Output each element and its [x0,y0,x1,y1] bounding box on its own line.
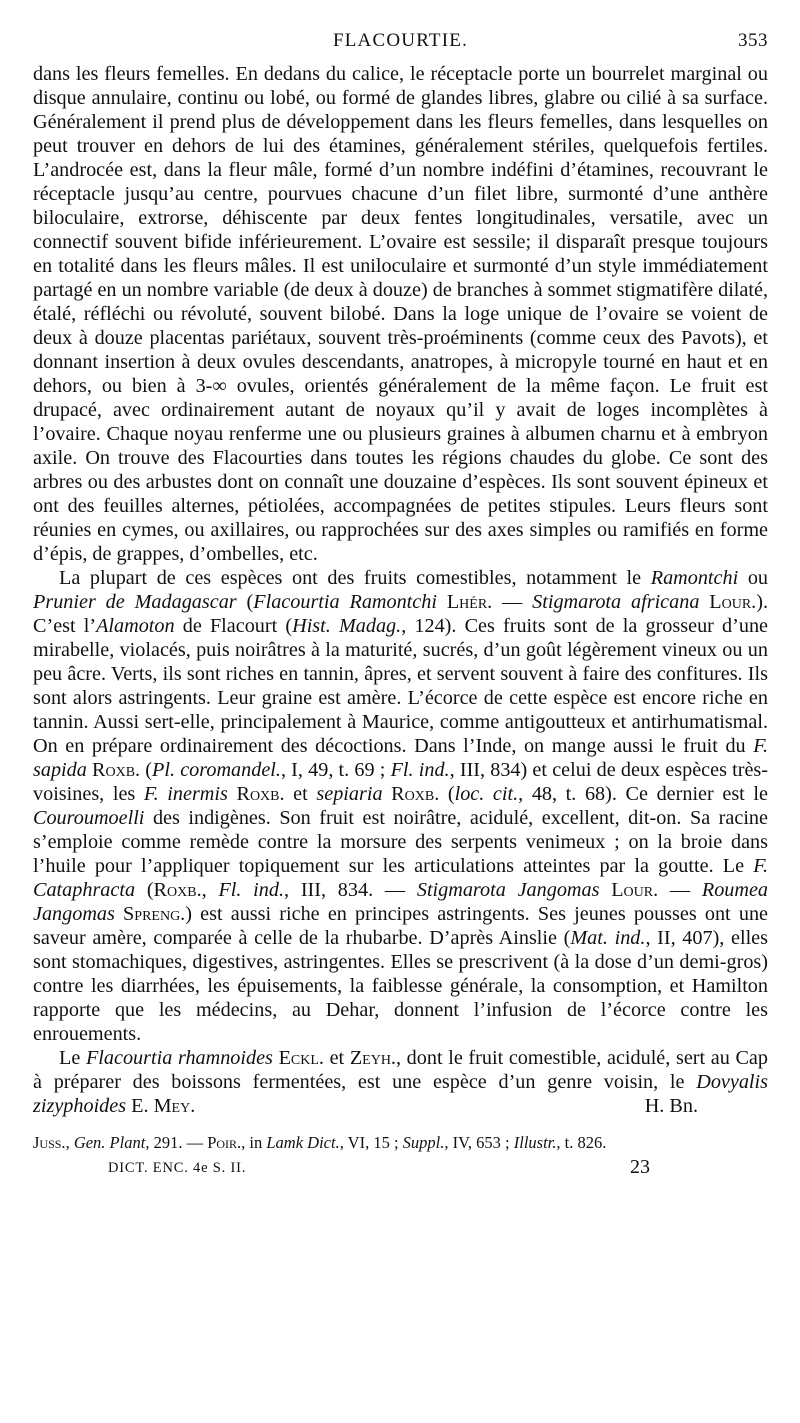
text-run: Roxb. [86,759,141,781]
text-run: Fl. ind. [218,879,285,901]
running-head [33,26,768,62]
text-run: Stigmarota africana [532,591,700,613]
text-run: ou [738,567,768,589]
text-run: et [284,783,317,805]
paragraph-1 [33,62,768,566]
text-run: , 124). Ces fruits sont de la grosseur d’une mirabelle, violacés, puis noirâtres à la maturité, sucrés, d’un goût légèrement vineux ou un peu âcre. Verts, ils sont riches en tannin, âpres, et servent souvent à faire des confitures. Ils sont alors astringents. Leur graine est amère. L’écorce de cette espèce est encore riche en tannin. Aussi sert-elle, principalement à Maurice, comme antigoutteux et antirhumatismal. On en prépare ordinairement des décoctions. Dans l’Inde, on mange aussi le fruit du [33,615,768,757]
text-run: Couroumoelli [33,807,145,829]
text-run: , 48, t. 68). Ce dernier est le [518,783,768,805]
sheet-number: 23 [630,1156,650,1178]
text-run: Flacourtia Ramontchi [253,591,437,613]
text-run: Alamoton [96,615,175,637]
footnote-run: , t. 826. [556,1133,607,1152]
text-run: ). C’est l’ [33,591,769,637]
text-run: ( [236,591,254,613]
text-run: ( [439,783,455,805]
page-title: FLACOURTIE. [332,30,469,51]
paragraph-2 [33,566,768,1046]
text-run: Dovyalis zizyphoides [33,1071,768,1117]
text-run: loc. cit. [454,783,519,805]
text-run: Zeyh. [349,1047,396,1069]
text-run: Fl. ind. [390,759,450,781]
text-run: Roxb. [153,879,202,901]
text-run: ( [135,879,154,901]
text-run: F. inermis [143,783,228,805]
footnote-run: Gen. Plant [73,1133,146,1152]
text-run: Stigmarota Jangomas [416,879,600,901]
text-run: E. [126,1095,154,1117]
signature-mark: DICT. ENC. 4e S. II. [108,1160,247,1176]
footnote-run: , [65,1133,74,1152]
text-run: Le [59,1047,86,1069]
text-run: dans les fleurs femelles. En dedans du calice, le réceptacle porte un bourrelet marginal ou disque annulaire, continu ou lobé, ou formé de glandes libres, glabre ou cilié à sa surface. Généralement il prend plus de développement dans les fleurs femelles, dans lesquelles on peut trouver en dehors de lui des étamines, généralement stériles, quelquefois fertiles. L’androcée est, dans la fleur mâle, formé d’un nombre indéfini d’étamines, recouvrant le réceptacle jusqu’au centre, pourvues chacune d’un filet libre, surmonté d’une anthère biloculaire, extrorse, déhiscente par deux fentes longitudinales, versatile, avec un connectif souvent bifide inférieurement. L’ovaire est sessile; il disparaît presque toujours en totalité dans les fleurs mâles. Il est uniloculaire et surmonté d’un style immédiatement partagé en un nombre variable (de deux à douze) de branches à sommet stigmatifère dilaté, étalé, réfléchi ou révoluté, souvent bilobé. Dans la loge unique de l’ovaire se voient de deux à douze placentas pariétaux, souvent très-proéminents (comme ceux des Pavots), et donnant insertion à deux ovules descendants, anatropes, à micropyle tourné en haut et en dehors, ou bien à 3-∞ ovules, orientés généralement de la même façon. Le fruit est drupacé, avec ordinairement autant de noyaux qu’il y avait de loges incomplètes à l’ovaire. Chaque noyau renferme une ou plusieurs graines à albumen charnu et à embryon axile. On trouve des Flacourties dans toutes les régions chaudes du globe. Ce sont des arbres ou des arbustes dont on connaît une douzaine d’espèces. Ils sont souvent épineux et ont des feuilles alternes, pétiolées, accompagnées de petites stipules. Leurs fleurs sont réunies en cymes, ou axillaires, ou rapprochées sur des axes simples ou ramifiés en forme d’épis, de grappes, d’ombelles, etc. [33,63,768,565]
text-run: F. Cataphracta [33,855,768,901]
text-run: Lour. [599,879,659,901]
text-run: Roxb. [227,783,285,805]
footnote-run: Suppl. [402,1133,445,1152]
page-footer [33,1158,768,1184]
text-run: Roxb. [382,783,440,805]
text-run: F. sapida [33,735,768,781]
page-number: 353 [738,30,768,51]
footnote-run: Illustr. [513,1133,557,1152]
text-run: Mey. [153,1095,196,1117]
text-run: , [201,879,219,901]
text-run: sepiaria [316,783,383,805]
text-run: Lour. [699,591,757,613]
document-page [33,26,768,1184]
text-run: Ramontchi [650,567,739,589]
text-run: — [658,879,702,901]
text-run: Lhér. [436,591,493,613]
text-run: des indigènes. Son fruit est noirâtre, acidulé, excellent, dit-on. Sa racine s’emploie comme remède contre la morsure des serpents venimeux ; on la broie dans l’huile pour l’appliquer topiquement sur les articulations atteintes par la goutte. Le [33,807,768,877]
text-run: Prunier de Madagascar [33,591,237,613]
text-run: La plupart de ces espèces ont des fruits comestibles, notamment le [59,567,651,589]
text-run: , dont le fruit comestible, acidulé, sert au Cap à préparer des boissons fermentées, est une espèce d’un genre voisin, le [33,1047,768,1093]
text-run: Hist. Madag. [292,615,402,637]
text-run: et [323,1047,350,1069]
author-signature: H. Bn. [644,1095,698,1117]
footnote-run: , 291. — [145,1133,208,1152]
article-body [33,62,768,1118]
text-run: , II, 407), elles sont stomachiques, digestives, astringentes. Elles se prescrivent (à la dose d’un demi-gros) contre les diarrhées, les épuisements, la faiblesse générale, la consomption, et Hamilton rapporte que les médecins, au Dehar, donnent l’infusion de l’écorce contre les enrouements. [33,927,768,1045]
text-run: Pl. coromandel. [152,759,281,781]
footnote-run: Lamk Dict. [266,1133,340,1152]
footnote-run: , IV, 653 ; [444,1133,514,1152]
text-run: Eckl. [272,1047,324,1069]
bibliography-footnote [33,1132,768,1154]
text-run: — [492,591,533,613]
text-run: Mat. ind. [570,927,646,949]
text-run: Roumea Jangomas [33,879,769,925]
footnote-run: Poir. [207,1133,242,1152]
footnote-run: Juss. [33,1133,66,1152]
text-run: ) est aussi riche en principes astringents. Ses jeunes pousses ont une saveur amère, comparée à celle de la rhubarbe. D’après Ainslie ( [33,903,768,949]
text-run: , III, 834) et celui de deux espèces très-voisines, les [33,759,768,805]
footnote-run: , VI, 15 ; [339,1133,403,1152]
text-run: , III, 834. — [284,879,417,901]
text-run: de Flacourt ( [174,615,293,637]
text-run: , I, 49, t. 69 ; [280,759,391,781]
text-run: Spreng. [114,903,186,925]
text-run: Flacourtia rhamnoides [85,1047,273,1069]
text-run: ( [140,759,153,781]
footnote-run: , in [241,1133,267,1152]
